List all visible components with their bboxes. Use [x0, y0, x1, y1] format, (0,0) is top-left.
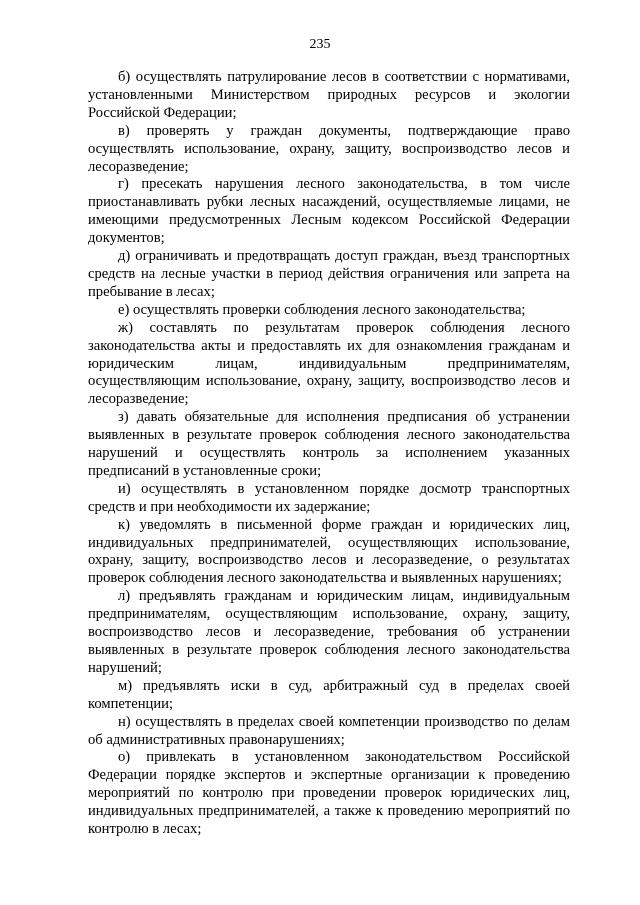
- paragraph-n: н) осуществлять в пределах своей компетенции производство по делам об административных правонарушениях;: [88, 713, 570, 748]
- paragraph-g: г) пресекать нарушения лесного законодательства, в том числе приостанавливать рубки лесных насаждений, осуществляемые лицами, не имеющими предусмотренных Лесным кодексом Российской Федерации документов;: [88, 176, 570, 247]
- paragraph-v: в) проверять у граждан документы, подтверждающие право осуществлять использование, охрану, защиту, воспроизводство лесов и лесоразведение;: [88, 122, 570, 175]
- paragraph-m: м) предъявлять иски в суд, арбитражный суд в пределах своей компетенции;: [88, 677, 570, 712]
- paragraph-o: о) привлекать в установленном законодательством Российской Федерации порядке экспертов и экспертные организации к проведению мероприятий по контролю при проведении проверок юридических лиц, индивидуальных предпринимателей, а также к проведению мероприятий по контролю в лесах;: [88, 749, 570, 838]
- page-number: 235: [309, 37, 331, 52]
- paragraph-zh: ж) составлять по результатам проверок соблюдения лесного законодательства акты и предоставлять их для ознакомления гражданам и юридическим лицам, индивидуальным предпринимателям, осуществляющим использование, охрану, защиту, воспроизводство лесов и лесоразведение;: [88, 319, 570, 408]
- paragraph-z: з) давать обязательные для исполнения предписания об устранении выявленных в результате проверок соблюдения лесного законодательства нарушений и осуществлять контроль за исполнением указанных предписаний в установленные сроки;: [88, 409, 570, 479]
- paragraph-e: е) осуществлять проверки соблюдения лесного законодательства;: [118, 301, 526, 318]
- paragraph-d: д) ограничивать и предотвращать доступ граждан, въезд транспортных средств на лесные участки в период действия ограничения или запрета на пребывание в лесах;: [88, 248, 570, 300]
- document-body: [88, 69, 570, 839]
- paragraph-b: б) осуществлять патрулирование лесов в соответствии с нормативами, установленными Министерством природных ресурсов и экологии Российской Федерации;: [88, 69, 570, 121]
- paragraph-i: и) осуществлять в установленном порядке досмотр транспортных средств и при необходимости их задержание;: [88, 480, 570, 515]
- paragraph-k: к) уведомлять в письменной форме граждан и юридических лиц, индивидуальных предпринимателей, осуществляющих использование, охрану, защиту, воспроизводство лесов и лесоразведение, о результатах проверок соблюдения лесного законодательства и выявленных нарушениях;: [88, 516, 570, 587]
- paragraph-l: л) предъявлять гражданам и юридическим лицам, индивидуальным предпринимателям, осуществляющим использование, охрану, защиту, воспроизводство лесов и лесоразведение, требования об устранении выявленных в результате проверок соблюдения лесного законодательства нарушений;: [88, 588, 570, 676]
